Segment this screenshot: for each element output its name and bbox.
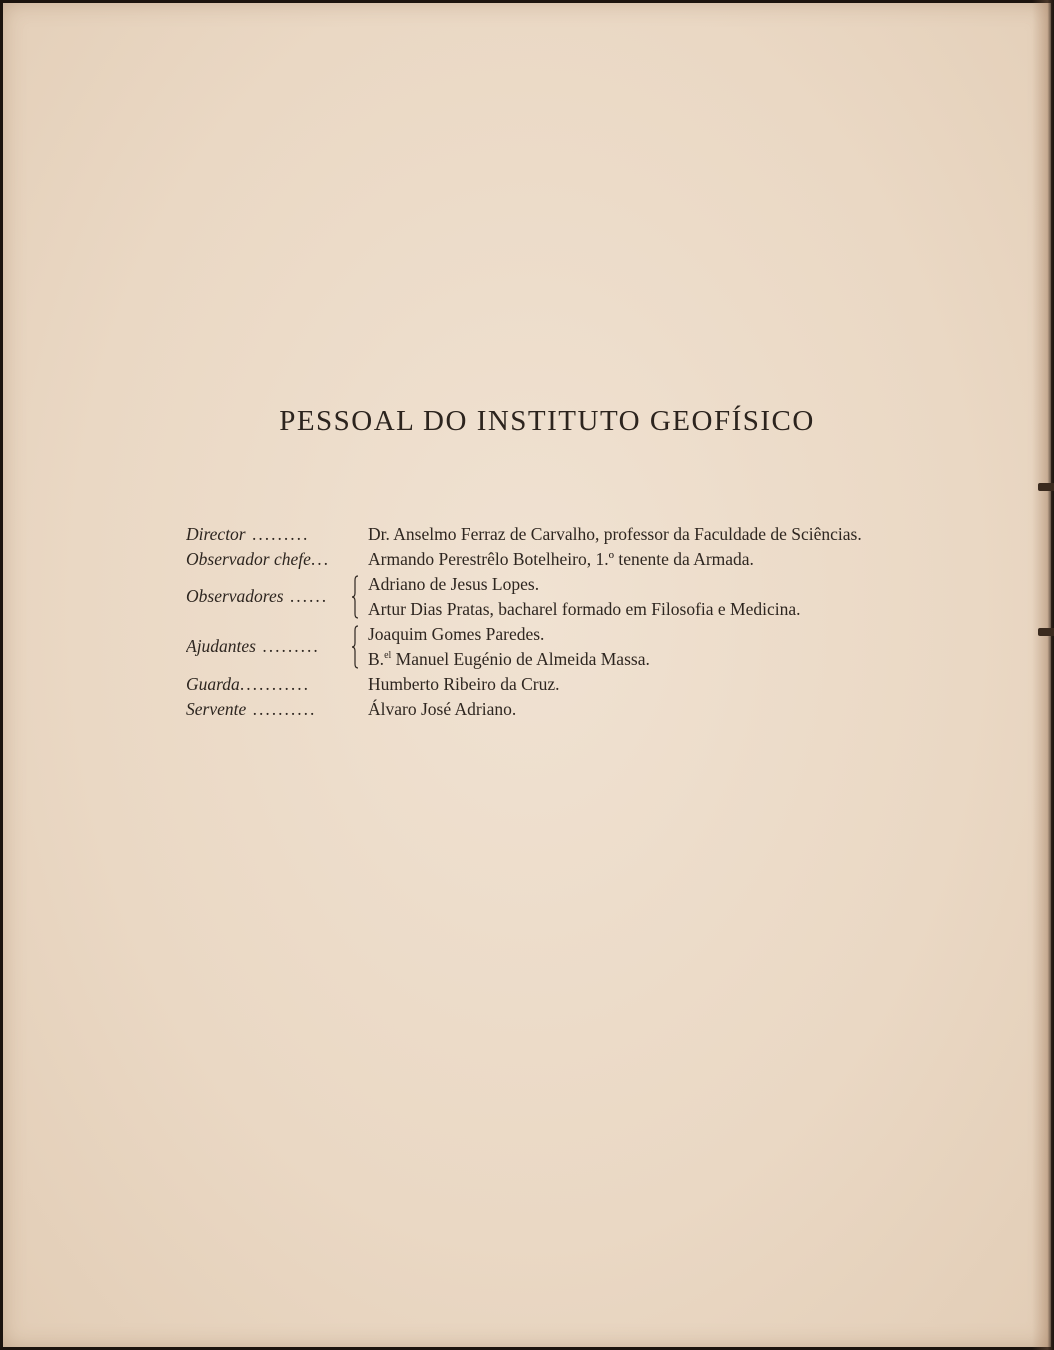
- staff-name-with-title: B.$^{el}$ Manuel Eugénio de Almeida Massa.: [368, 649, 650, 669]
- staff-name: Armando Perestrêlo Botelheiro, 1.º tenente da Armada.: [368, 549, 754, 569]
- staff-name: Adriano de Jesus Lopes.: [368, 574, 540, 594]
- role-label: Director .........: [186, 524, 310, 544]
- staff-name: Álvaro José Adriano.: [368, 699, 517, 719]
- staff-name: Artur Dias Pratas, bacharel formado em Filosofia e Medicina.: [368, 599, 801, 619]
- role-label: Servente ..........: [186, 699, 317, 719]
- staff-name: Dr. Anselmo Ferraz de Carvalho, professor da Faculdade de Sciências.: [368, 524, 862, 544]
- role-label: Ajudantes .........: [186, 636, 320, 656]
- page-title: PESSOAL DO INSTITUTO GEOFÍSICO: [279, 405, 815, 437]
- page-binding-tab-upper: [1038, 483, 1054, 491]
- staff-name: Humberto Ribeiro da Cruz.: [368, 674, 560, 694]
- role-label: Observador chefe...: [186, 549, 331, 569]
- page-binding-tab-lower: [1038, 628, 1054, 636]
- staff-name: Joaquim Gomes Paredes.: [368, 624, 545, 644]
- role-label: Guarda...........: [186, 674, 310, 694]
- brace-icon: [351, 625, 361, 669]
- role-label: Observadores ......: [186, 586, 329, 606]
- page-edge-shadow: [1032, 0, 1054, 1350]
- brace-icon: [351, 575, 361, 619]
